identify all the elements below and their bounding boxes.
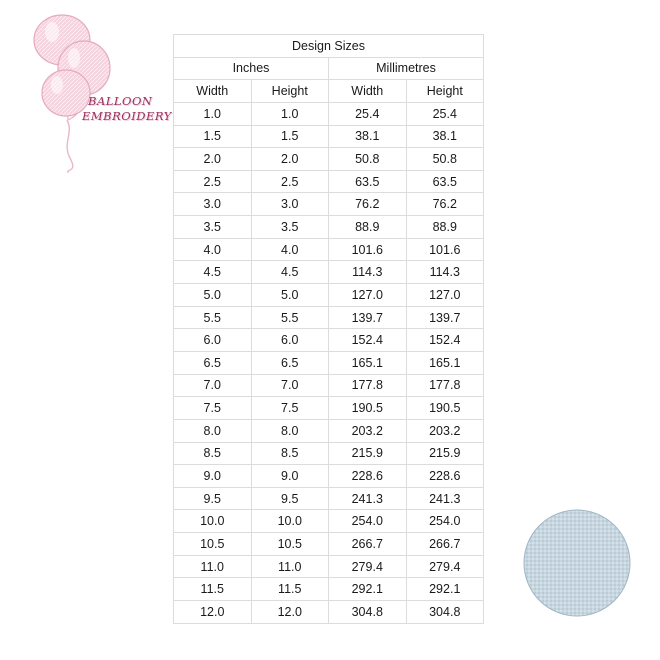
inches-height-cell: 11.5 — [251, 578, 329, 601]
mm-width-cell: 241.3 — [329, 487, 407, 510]
mm-height-cell: 114.3 — [406, 261, 484, 284]
inches-width-cell: 11.5 — [174, 578, 252, 601]
table-row — [174, 533, 484, 556]
table-row — [174, 329, 484, 352]
mm-width-cell: 304.8 — [329, 601, 407, 624]
balloon-logo-icon — [22, 8, 162, 173]
table-row — [174, 510, 484, 533]
mm-height-cell: 38.1 — [406, 125, 484, 148]
inches-height-cell: 4.0 — [251, 238, 329, 261]
mm-width-cell: 177.8 — [329, 374, 407, 397]
inches-height-cell: 4.5 — [251, 261, 329, 284]
inches-width-cell: 12.0 — [174, 601, 252, 624]
table-row — [174, 284, 484, 307]
mm-height-header: Height — [406, 80, 484, 103]
mm-height-cell: 215.9 — [406, 442, 484, 465]
mm-width-cell: 228.6 — [329, 465, 407, 488]
inches-height-cell: 5.0 — [251, 284, 329, 307]
table-row — [174, 351, 484, 374]
mm-width-cell: 63.5 — [329, 170, 407, 193]
design-sizes-table — [173, 34, 484, 624]
mm-width-cell: 127.0 — [329, 284, 407, 307]
inches-height-header: Height — [251, 80, 329, 103]
inches-height-cell: 9.5 — [251, 487, 329, 510]
inches-width-cell: 10.5 — [174, 533, 252, 556]
table-row — [174, 397, 484, 420]
table-row — [174, 487, 484, 510]
table-row — [174, 578, 484, 601]
inches-width-cell: 3.0 — [174, 193, 252, 216]
inches-width-cell: 7.5 — [174, 397, 252, 420]
mm-width-cell: 25.4 — [329, 102, 407, 125]
table-row — [174, 125, 484, 148]
inches-height-cell: 2.0 — [251, 148, 329, 171]
inches-height-cell: 11.0 — [251, 555, 329, 578]
table-row — [174, 261, 484, 284]
fabric-swatch — [523, 509, 631, 617]
inches-width-header: Width — [174, 80, 252, 103]
inches-width-cell: 3.5 — [174, 216, 252, 239]
inches-height-cell: 10.5 — [251, 533, 329, 556]
table-row — [174, 170, 484, 193]
inches-height-cell: 5.5 — [251, 306, 329, 329]
table-title: Design Sizes — [174, 35, 484, 58]
mm-height-cell: 304.8 — [406, 601, 484, 624]
table-row — [174, 374, 484, 397]
mm-height-cell: 177.8 — [406, 374, 484, 397]
inches-width-cell: 4.0 — [174, 238, 252, 261]
mm-height-cell: 190.5 — [406, 397, 484, 420]
mm-height-cell: 292.1 — [406, 578, 484, 601]
inches-height-cell: 3.5 — [251, 216, 329, 239]
table-row — [174, 148, 484, 171]
inches-width-cell: 4.5 — [174, 261, 252, 284]
inches-height-cell: 1.0 — [251, 102, 329, 125]
mm-width-cell: 76.2 — [329, 193, 407, 216]
mm-height-cell: 76.2 — [406, 193, 484, 216]
logo-text-line2: EMBROIDERY — [82, 109, 172, 123]
table-row — [174, 601, 484, 624]
inches-height-cell: 6.0 — [251, 329, 329, 352]
table-row — [174, 465, 484, 488]
mm-height-cell: 254.0 — [406, 510, 484, 533]
mm-height-cell: 101.6 — [406, 238, 484, 261]
inches-width-cell: 6.0 — [174, 329, 252, 352]
balloon-embroidery-logo — [22, 8, 172, 173]
mm-width-cell: 152.4 — [329, 329, 407, 352]
inches-width-cell: 5.0 — [174, 284, 252, 307]
mm-height-cell: 152.4 — [406, 329, 484, 352]
table-row — [174, 419, 484, 442]
mm-height-cell: 139.7 — [406, 306, 484, 329]
mm-width-cell: 139.7 — [329, 306, 407, 329]
mm-width-cell: 88.9 — [329, 216, 407, 239]
table-row — [174, 216, 484, 239]
inches-width-cell: 7.0 — [174, 374, 252, 397]
mm-height-cell: 63.5 — [406, 170, 484, 193]
inches-height-cell: 7.0 — [251, 374, 329, 397]
inches-height-cell: 1.5 — [251, 125, 329, 148]
fabric-swatch-icon — [523, 509, 631, 617]
mm-height-cell: 228.6 — [406, 465, 484, 488]
inches-width-cell: 10.0 — [174, 510, 252, 533]
inches-width-cell: 8.0 — [174, 419, 252, 442]
mm-width-cell: 101.6 — [329, 238, 407, 261]
mm-width-cell: 190.5 — [329, 397, 407, 420]
inches-height-cell: 7.5 — [251, 397, 329, 420]
mm-width-cell: 165.1 — [329, 351, 407, 374]
inches-width-cell: 5.5 — [174, 306, 252, 329]
inches-width-cell: 1.5 — [174, 125, 252, 148]
mm-width-cell: 292.1 — [329, 578, 407, 601]
mm-height-cell: 165.1 — [406, 351, 484, 374]
millimetres-group-header: Millimetres — [329, 57, 484, 80]
inches-width-cell: 9.0 — [174, 465, 252, 488]
mm-width-cell: 50.8 — [329, 148, 407, 171]
mm-height-cell: 266.7 — [406, 533, 484, 556]
mm-width-cell: 279.4 — [329, 555, 407, 578]
inches-height-cell: 6.5 — [251, 351, 329, 374]
inches-height-cell: 12.0 — [251, 601, 329, 624]
mm-height-cell: 50.8 — [406, 148, 484, 171]
inches-height-cell: 8.5 — [251, 442, 329, 465]
inches-width-cell: 8.5 — [174, 442, 252, 465]
mm-width-cell: 38.1 — [329, 125, 407, 148]
inches-height-cell: 8.0 — [251, 419, 329, 442]
inches-height-cell: 9.0 — [251, 465, 329, 488]
mm-height-cell: 127.0 — [406, 284, 484, 307]
inches-width-cell: 6.5 — [174, 351, 252, 374]
table-row — [174, 238, 484, 261]
inches-width-cell: 11.0 — [174, 555, 252, 578]
mm-height-cell: 203.2 — [406, 419, 484, 442]
mm-width-cell: 266.7 — [329, 533, 407, 556]
mm-height-cell: 241.3 — [406, 487, 484, 510]
table-body — [174, 102, 484, 623]
inches-group-header: Inches — [174, 57, 329, 80]
mm-width-cell: 114.3 — [329, 261, 407, 284]
inches-width-cell: 1.0 — [174, 102, 252, 125]
inches-height-cell: 2.5 — [251, 170, 329, 193]
inches-width-cell: 2.0 — [174, 148, 252, 171]
logo-text-line1: BALLOON — [88, 94, 153, 108]
mm-width-cell: 215.9 — [329, 442, 407, 465]
table-row — [174, 102, 484, 125]
inches-width-cell: 9.5 — [174, 487, 252, 510]
mm-width-cell: 203.2 — [329, 419, 407, 442]
table-row — [174, 193, 484, 216]
table-row — [174, 306, 484, 329]
mm-width-header: Width — [329, 80, 407, 103]
inches-height-cell: 3.0 — [251, 193, 329, 216]
table-row — [174, 555, 484, 578]
mm-height-cell: 88.9 — [406, 216, 484, 239]
mm-height-cell: 25.4 — [406, 102, 484, 125]
table-row — [174, 442, 484, 465]
inches-width-cell: 2.5 — [174, 170, 252, 193]
inches-height-cell: 10.0 — [251, 510, 329, 533]
mm-height-cell: 279.4 — [406, 555, 484, 578]
mm-width-cell: 254.0 — [329, 510, 407, 533]
